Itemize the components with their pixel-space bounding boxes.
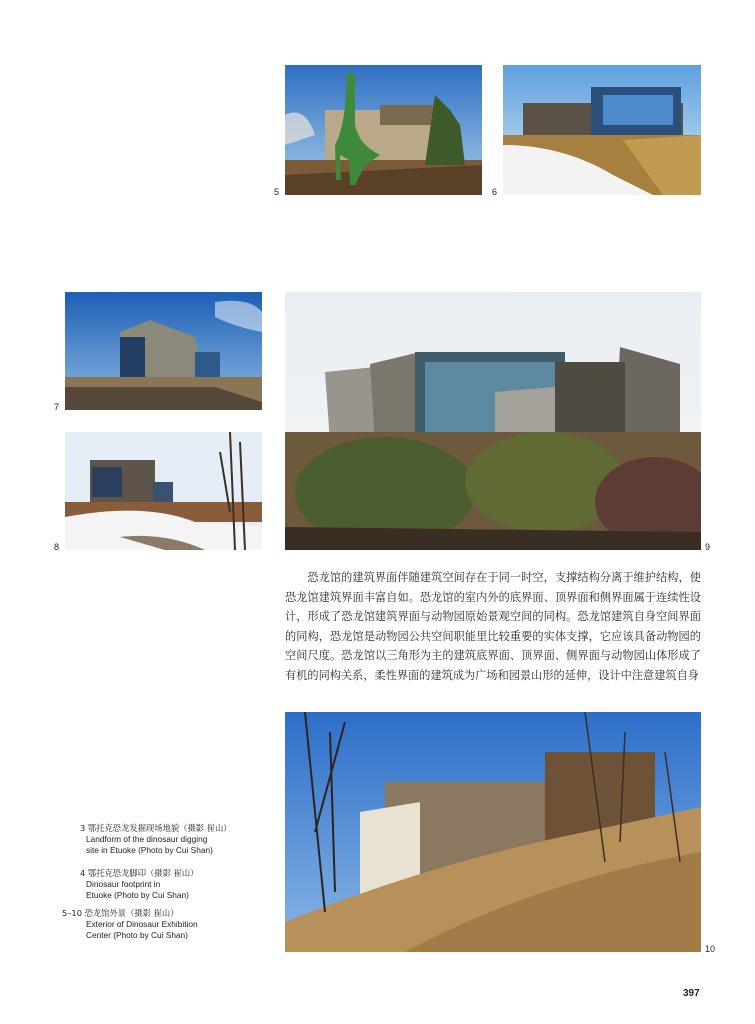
photo-7-number: 7 bbox=[54, 402, 60, 412]
caption-4 bbox=[62, 868, 262, 902]
photo-9-number: 9 bbox=[705, 542, 711, 552]
caption-4-en-1: Dinosaur footprint in bbox=[86, 879, 161, 890]
caption-5-10-en-1: Exterior of Dinosaur Exhibition bbox=[86, 919, 198, 930]
photo-7 bbox=[65, 292, 262, 410]
photo-5 bbox=[285, 65, 482, 195]
caption-5-10 bbox=[62, 908, 262, 942]
body-paragraph: 恐龙馆的建筑界面伴随建筑空间存在于同一时空，支撑结构分离于维护结构，使恐龙馆建筑界面丰富自如。恐龙馆的室内外的底界面、顶界面和侧界面属于连续性设计，形成了恐龙馆建筑界面与动物园原始景观空间的同构。恐龙馆建筑自身空间界面的同构，恐龙馆是动物园公共空间职能里比较重要的实体支撑，它应该具备动物园的空间尺度。恐龙馆以三角形为主的建筑底界面、顶界面、侧界面与动物园山体形成了有机的同构关系，柔性界面的建筑成为广场和园景山形的延伸，设计中注意建筑自身 bbox=[285, 571, 701, 682]
photo-6 bbox=[503, 65, 701, 195]
photo-8 bbox=[65, 432, 262, 550]
caption-4-cn: 4 鄂托克恐龙脚印（摄影 崔山） bbox=[80, 868, 199, 878]
photo-6-number: 6 bbox=[492, 187, 498, 197]
photo-9 bbox=[285, 292, 701, 550]
photo-10 bbox=[285, 712, 701, 952]
caption-5-10-cn: 5–10 恐龙馆外景（摄影 崔山） bbox=[62, 908, 179, 918]
caption-3 bbox=[62, 823, 262, 857]
photo-8-number: 8 bbox=[54, 542, 60, 552]
page-number: 397 bbox=[683, 988, 700, 999]
photo-10-number: 10 bbox=[705, 944, 716, 954]
photo-5-number: 5 bbox=[274, 187, 280, 197]
caption-4-en-2: Etuoke (Photo by Cui Shan) bbox=[86, 890, 189, 901]
caption-5-10-en-2: Center (Photo by Cui Shan) bbox=[86, 930, 188, 941]
caption-3-en-2: site in Etuoke (Photo by Cui Shan) bbox=[86, 845, 213, 856]
caption-3-en-1: Landform of the dinosaur digging bbox=[86, 834, 208, 845]
caption-3-cn: 3 鄂托克恐龙发掘现场地貌（摄影 崔山） bbox=[80, 823, 232, 833]
